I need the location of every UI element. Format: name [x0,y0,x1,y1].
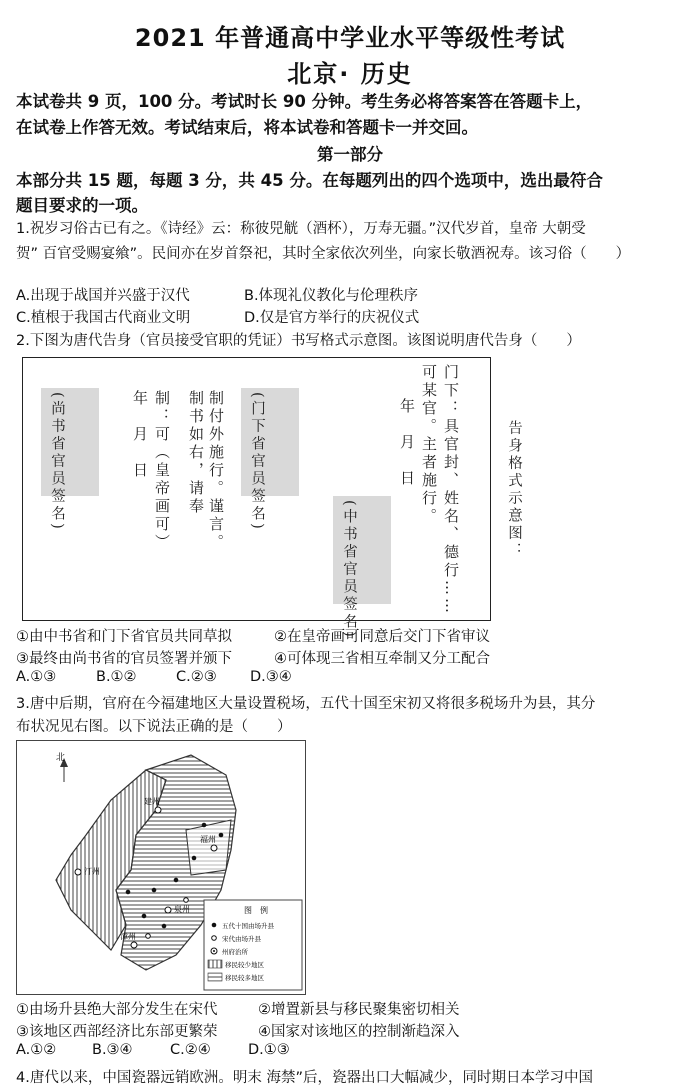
q3-statement-1: ①由场升县绝大部分发生在宋代 [16,1002,218,1018]
legend-title: 图 例 [244,906,268,915]
q1-option-d: D.仅是官方举行的庆祝仪式 [244,310,420,326]
q3-statement-2: ②增置新县与移民聚集密切相关 [258,1002,460,1018]
part-desc-1: 本部分共 15 题，每题 3 分，共 45 分。在每题列出的四个选项中，选出最符合 [16,171,603,190]
map-region-fuzhou [186,820,231,875]
legend-label-1: 五代十国由场升县 [222,922,274,930]
instruction-line-2: 在试卷上作答无效。考试结束后，将本试卷和答题卡一并交回。 [16,118,478,137]
fig-col-date-1: 年 月 日 [398,398,416,488]
q2-option-a: A.①③ [16,669,57,685]
q3-option-b: B.③④ [92,1042,133,1058]
city-label-fuzhou: 福州 [200,835,216,844]
city-marker-zhangzhou [131,942,137,948]
part-desc-2: 题目要求的一项。 [16,196,148,215]
city-label-quanzhou: 泉州 [174,905,190,914]
legend-symbol-3-dot [213,950,215,952]
fig-col-zhishu-1: 制书如右，请奉 [187,390,205,516]
legend-symbol-4 [208,960,222,968]
q3-statement-3: ③该地区西部经济比东部更繁荣 [16,1024,218,1040]
q3-option-a: A.①② [16,1042,57,1058]
q3-statement-4: ④国家对该地区的控制渐趋深入 [258,1024,460,1040]
q1-option-b: B.体现礼仪教化与伦理秩序 [244,288,419,304]
county-marker [192,856,197,861]
city-label-tingzhou: 汀州 [84,867,100,876]
city-label-zhangzhou: 漳州 [120,932,136,941]
q1-option-c: C.植根于我国古代商业文明 [16,310,191,326]
legend-label-3: 州府治所 [222,948,248,956]
q2-option-c: C.②③ [176,669,217,685]
fig-col-date-2: 年 月 日 [131,390,149,480]
county-marker [152,888,157,893]
county-marker [126,890,131,895]
figure-caption: 告身格式示意图： [506,420,522,560]
legend-label-2: 宋代由场升县 [222,935,261,943]
q3-stem-1: 3.唐中后期，官府在今福建地区大量设置税场，五代十国至宋初又将很多税场升为县，其分 [16,696,596,712]
fig-col-menxia: 门下：具官封、姓名、德行…… [442,364,460,616]
city-marker-tingzhou [75,869,81,875]
fig-col-emperor-approval: 制：可（皇帝画可） [153,390,171,552]
city-marker-fuzhou [211,845,217,851]
q3-stem-2: 布状况见右图。以下说法正确的是（ ） [16,719,292,735]
q1-stem-1: 1.祝岁习俗古已有之。《诗经》云：称彼兕觥（酒杯），万寿无疆。”汉代岁首，皇帝 大朝受 [16,221,586,237]
county-marker-song [184,898,189,903]
legend-label-5: 移民较多地区 [225,974,264,982]
county-marker [174,878,179,883]
instruction-line-1: 本试卷共 9 页，100 分。考试时长 90 分钟。考生务必将答案答在答题卡上， [16,92,593,111]
legend-symbol-1 [212,923,217,928]
shangshu-signature-label: (尚书省官员签名) [49,392,65,532]
q2-statement-1: ①由中书省和门下省官员共同草拟 [16,629,232,645]
county-marker-song [146,934,151,939]
q2-option-b: B.①② [96,669,137,685]
exam-title: 2021 年普通高中学业水平等级性考试 [134,24,566,52]
q2-statement-2: ②在皇帝画可同意后交门下省审议 [274,629,490,645]
q4-stem: 4.唐代以来，中国瓷器远销欧洲。明末 海禁”后，瓷器出口大幅减少，同时期日本学习中国 [16,1070,593,1086]
fig-col-zhishu-2: 制付外施行。谨言。 [207,390,225,552]
exam-subject: 北京· 历史 [287,60,413,88]
city-marker-quanzhou [165,907,171,913]
part-title: 第一部分 [317,145,383,164]
north-label: 北 [56,753,66,763]
county-marker [202,823,207,828]
county-marker [162,924,167,929]
q2-stem: 2.下图为唐代告身（官员接受官职的凭证）书写格式示意图。该图说明唐代告身（ ） [16,333,581,349]
zhongshu-signature-label: (中书省官员签名) [341,500,357,640]
county-marker [219,833,224,838]
legend-symbol-2 [212,936,217,941]
q2-statement-4: ④可体现三省相互牵制又分工配合 [274,651,490,667]
fig-col-appoint: 可某官。主者施行。 [420,364,438,526]
city-marker-jianzhou [155,807,161,813]
fujian-map [16,740,306,995]
q3-option-c: C.②④ [170,1042,211,1058]
q1-option-a: A.出现于战国并兴盛于汉代 [16,288,190,304]
q2-option-d: D.③④ [250,669,292,685]
county-marker [142,914,147,919]
legend-label-4: 移民较少地区 [225,961,264,969]
q1-stem-2: 贺” 百官受赐宴飨”。民间亦在岁首祭祀，其时全家依次列坐，向家长敬酒祝寿。该习俗（ ） [16,246,631,262]
q2-statement-3: ③最终由尚书省的官员签署并颁下 [16,651,232,667]
city-label-jianzhou: 建州 [144,797,160,806]
legend-symbol-5 [208,973,222,981]
menxia-signature-label: (门下省官员签名) [249,392,265,532]
q3-option-d: D.①③ [248,1042,290,1058]
